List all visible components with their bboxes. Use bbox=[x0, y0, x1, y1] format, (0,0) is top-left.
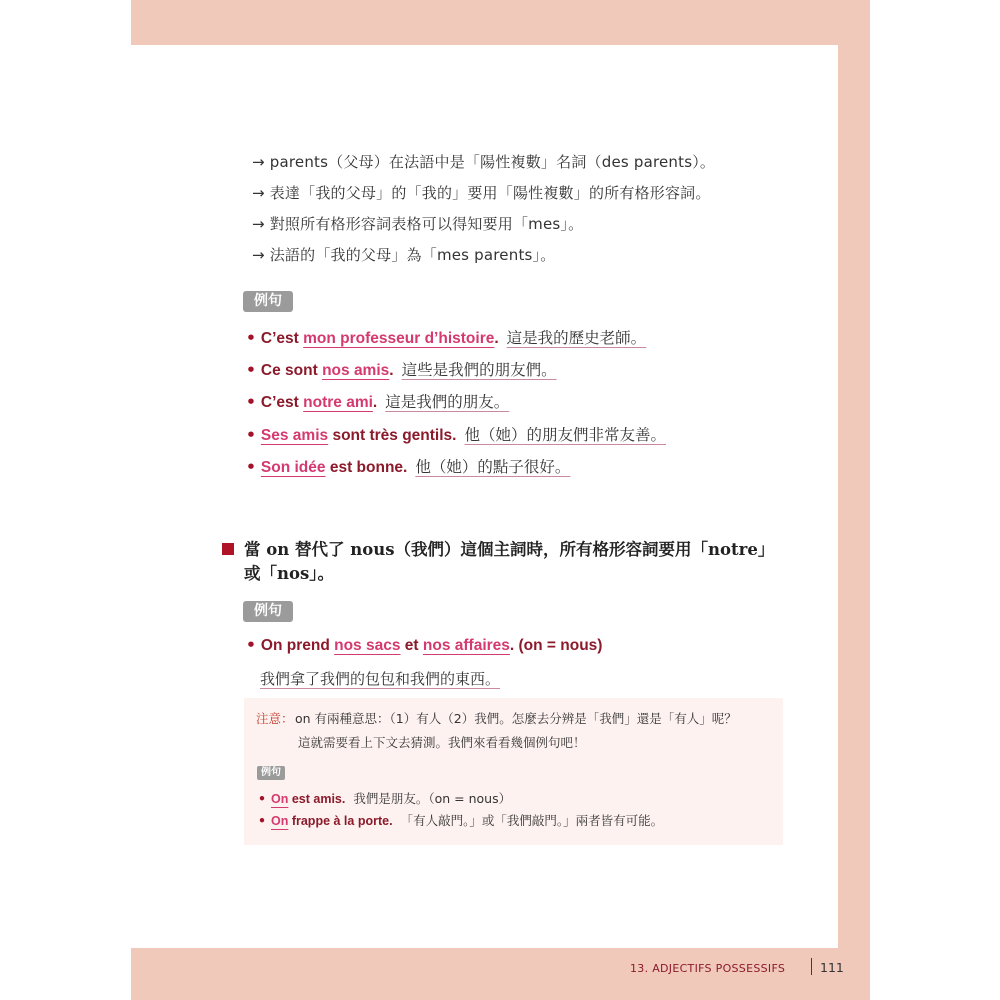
translation: 這是我們的朋友。 bbox=[385, 393, 510, 411]
translation: 我們是朋友。（on = nous） bbox=[353, 791, 512, 806]
translation: 他（她）的朋友們非常友善。 bbox=[464, 426, 666, 444]
example-item: • C’est notre ami. 這是我們的朋友。 bbox=[246, 393, 510, 411]
arrow-line-1: → parents（父母）在法語中是「陽性複數」名詞（des parents）。 bbox=[252, 153, 716, 171]
example-label: 例句 bbox=[243, 291, 293, 312]
example-item: • On prend nos sacs et nos affaires. (on = nous) bbox=[246, 636, 603, 654]
chapter-footer: 13. ADJECTIFS POSSESSIFS bbox=[630, 962, 786, 975]
bullet-icon: • bbox=[258, 813, 266, 828]
possessive-phrase: On bbox=[271, 792, 289, 806]
note-label: 注意： bbox=[256, 711, 294, 726]
bullet-icon: • bbox=[246, 458, 256, 476]
arrow-line-3: → 對照所有格形容詞表格可以得知要用「mes」。 bbox=[252, 215, 584, 233]
possessive-phrase: mon professeur d’histoire bbox=[303, 330, 495, 347]
possessive-phrase: Son idée bbox=[260, 459, 326, 476]
page-border-top bbox=[131, 0, 870, 45]
bullet-icon: • bbox=[246, 426, 256, 444]
page-number: 111 bbox=[820, 960, 844, 975]
example-label: 例句 bbox=[243, 601, 293, 622]
arrow-line-2: → 表達「我的父母」的「我的」要用「陽性複數」的所有格形容詞。 bbox=[252, 184, 711, 202]
bullet-icon: • bbox=[258, 791, 266, 806]
note-line-2: 這就需要看上下文去猜測。我們來看看幾個例句吧！ bbox=[298, 735, 586, 750]
note-example-item: • On frappe à la porte. 「有人敲門。」或「我們敲門。」兩者皆有可能。 bbox=[258, 813, 664, 828]
translation: 「有人敲門。」或「我們敲門。」兩者皆有可能。 bbox=[400, 813, 664, 828]
bullet-icon: • bbox=[246, 329, 256, 347]
translation: 這些是我們的朋友們。 bbox=[401, 361, 557, 379]
possessive-phrase: nos amis bbox=[322, 362, 390, 379]
section-heading bbox=[222, 538, 802, 586]
translation: 我們拿了我們的包包和我們的東西。 bbox=[260, 670, 501, 688]
note-line-1: on 有兩種意思：（1）有人（2）我們。怎麼去分辨是「我們」還是「有人」呢？ bbox=[295, 711, 737, 726]
example-item: • Son idée est bonne. 他（她）的點子很好。 bbox=[246, 458, 571, 476]
example-item: • Ce sont nos amis. 這些是我們的朋友們。 bbox=[246, 361, 557, 379]
example-item: • Ses amis sont très gentils. 他（她）的朋友們非常友善。 bbox=[246, 426, 666, 444]
bullet-icon: • bbox=[246, 393, 256, 411]
bullet-icon: • bbox=[246, 636, 256, 654]
footer-divider bbox=[811, 958, 812, 975]
translation: 這是我的歷史老師。 bbox=[506, 329, 647, 347]
bullet-icon: • bbox=[246, 361, 256, 379]
section-heading-line-1: 當 on 替代了 nous（我們）這個主詞時，所有格形容詞要用「notre」 bbox=[244, 540, 775, 559]
possessive-phrase: notre ami bbox=[303, 394, 373, 411]
possessive-phrase: Ses amis bbox=[260, 427, 329, 444]
possessive-phrase: nos sacs bbox=[334, 637, 401, 654]
possessive-phrase: nos affaires bbox=[422, 637, 510, 654]
possessive-phrase: On bbox=[271, 814, 289, 828]
page-border-right bbox=[838, 0, 870, 1000]
translation: 他（她）的點子很好。 bbox=[415, 458, 571, 476]
section-heading-line-2: 或「nos」。 bbox=[244, 564, 335, 583]
note-example-label: 例句 bbox=[257, 766, 285, 780]
example-item: • C’est mon professeur d’histoire. 這是我的歷史老師。 bbox=[246, 329, 647, 347]
note-example-item: • On est amis. 我們是朋友。（on = nous） bbox=[258, 791, 512, 806]
arrow-line-4: → 法語的「我的父母」為「mes parents」。 bbox=[252, 246, 556, 264]
